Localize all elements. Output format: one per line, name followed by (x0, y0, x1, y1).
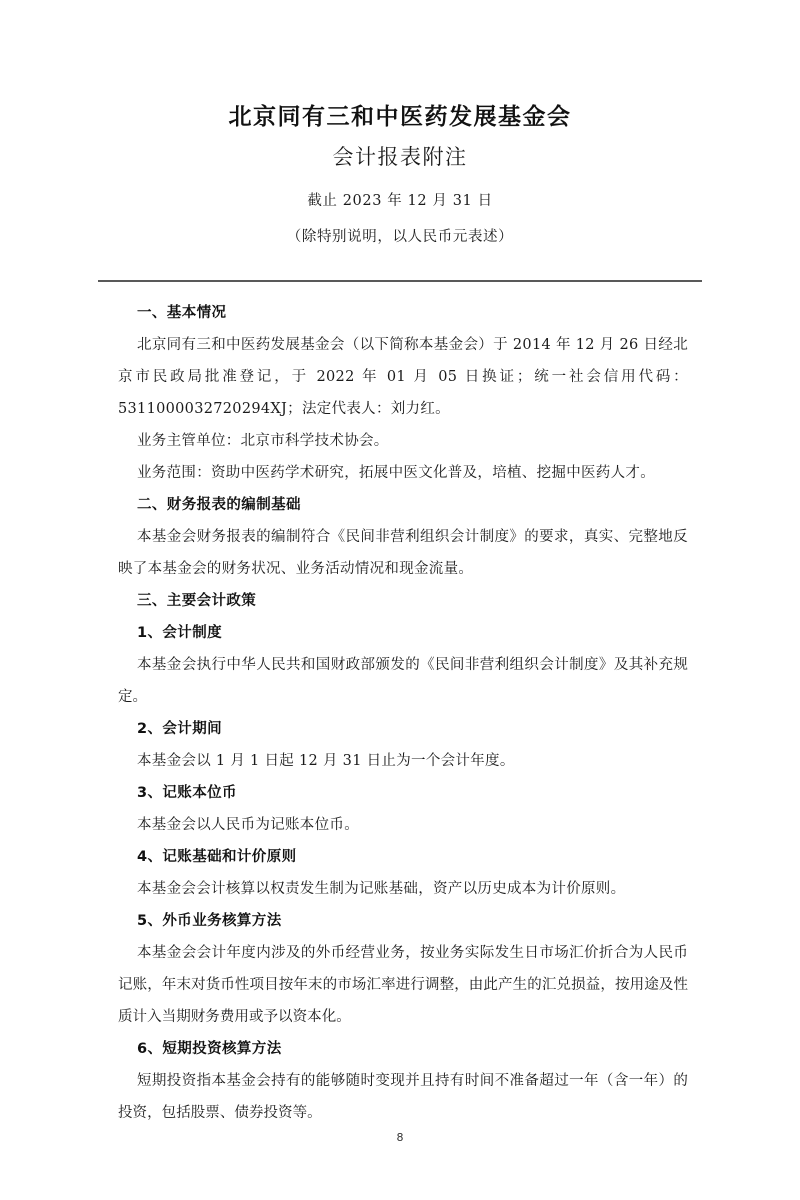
document-subtitle: 会计报表附注 (332, 145, 468, 169)
subsection-3-4-paragraph-1: 本基金会会计核算以权责发生制为记账基础，资产以历史成本为计价原则。 (137, 881, 626, 897)
subsection-3-3-paragraph-1: 本基金会以人民币为记账本位币。 (137, 817, 359, 833)
page-number: 8 (396, 1131, 404, 1144)
subsection-3-5-paragraph-1: 本基金会会计年度内涉及的外币经营业务，按业务实际发生日市场汇价折合为人民币记账，年末对货币性项目按年末的市场汇率进行调整，由此产生的汇兑损益，按用途及性质计入当期财务费用或予以资本化。 (118, 945, 688, 1025)
subsection-heading-3-4: 4、记账基础和计价原则 (137, 849, 297, 865)
section-heading-2: 二、财务报表的编制基础 (137, 497, 301, 513)
section-heading-3: 三、主要会计政策 (137, 593, 257, 609)
section-heading-1: 一、基本情况 (137, 305, 227, 321)
currency-note: （除特别说明，以人民币元表述） (286, 229, 514, 245)
section-1-paragraph-2: 业务主管单位：北京市科学技术协会。 (137, 433, 389, 449)
document-header (0, 0, 800, 252)
section-1-paragraph-3: 业务范围：资助中医药学术研究，拓展中医文化普及，培植、挖掘中医药人才。 (137, 465, 655, 481)
subsection-3-1-paragraph-1: 本基金会执行中华人民共和国财政部颁发的《民间非营利组织会计制度》及其补充规定。 (118, 657, 688, 705)
subsection-heading-3-6: 6、短期投资核算方法 (137, 1041, 282, 1057)
subsection-3-6-paragraph-1: 短期投资指本基金会持有的能够随时变现并且持有时间不准备超过一年（含一年）的投资，包括股票、债券投资等。 (118, 1073, 688, 1121)
report-date-line: 截止 2023 年 12 月 31 日 (307, 193, 493, 209)
horizontal-rule (98, 280, 702, 282)
header-divider-wrap (0, 280, 800, 282)
subsection-heading-3-1: 1、会计制度 (137, 625, 222, 641)
subsection-heading-3-3: 3、记账本位币 (137, 785, 237, 801)
section-1-paragraph-1: 北京同有三和中医药发展基金会（以下简称本基金会）于 2014 年 12 月 26 日经北京市民政局批准登记，于 2022 年 01 月 05 日换证；统一社会信用代码：5311000032720294XJ；法定代表人：刘力红。 (118, 337, 688, 417)
subsection-heading-3-5: 5、外币业务核算方法 (137, 913, 282, 929)
subsection-heading-3-2: 2、会计期间 (137, 721, 222, 737)
page-title: 北京同有三和中医药发展基金会 (228, 104, 572, 130)
subsection-3-2-paragraph-1: 本基金会以 1 月 1 日起 12 月 31 日止为一个会计年度。 (137, 753, 515, 769)
document-footer (0, 1126, 800, 1145)
document-body (0, 297, 800, 1129)
section-2-paragraph-1: 本基金会财务报表的编制符合《民间非营利组织会计制度》的要求，真实、完整地反映了本基金会的财务状况、业务活动情况和现金流量。 (118, 529, 688, 577)
